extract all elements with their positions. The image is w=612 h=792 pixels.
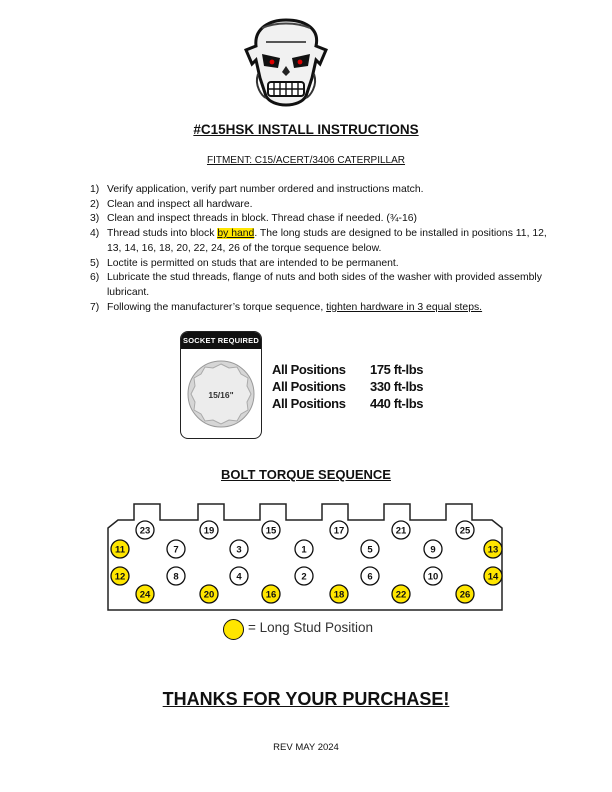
bolt-24 <box>136 585 154 603</box>
bolt-10 <box>424 567 442 585</box>
bolt-number: 13 <box>487 544 499 556</box>
bolt-26 <box>456 585 474 603</box>
bolt-1 <box>295 540 313 558</box>
bolt-9 <box>424 540 442 558</box>
bolt-number: 25 <box>459 525 471 537</box>
bolt-number: 3 <box>236 544 242 556</box>
bolt-17 <box>330 521 348 539</box>
document-title: #C15HSK INSTALL INSTRUCTIONS <box>193 122 419 137</box>
three-steps-underline: tighten hardware in 3 equal steps. <box>326 301 483 313</box>
step-item: 4) Thread studs into block by hand. The long studs are designed to be installed in positions 11, 12, 13, 14, 16, 18, 20, 22, 24, 26 of the torque sequence below. <box>90 228 547 254</box>
step-item: 5) Loctite is permitted on studs that are intended to be permanent. <box>90 257 399 269</box>
bolt-12 <box>111 567 129 585</box>
bolt-number: 20 <box>203 589 215 601</box>
bolt-25 <box>456 521 474 539</box>
bolt-number: 11 <box>114 544 126 556</box>
step-item: 1) Verify application, verify part number ordered and instructions match. <box>90 184 424 195</box>
step-item: 3) Clean and inspect threads in block. Thread chase if needed. (¾-16) <box>90 213 417 225</box>
cylinder-head-diagram <box>100 502 512 612</box>
step-item: 6) Lubricate the stud threads, flange of nuts and both sides of the washer with provided assembly lubricant. <box>90 272 542 298</box>
instruction-steps <box>90 183 560 315</box>
bolt-5 <box>361 540 379 558</box>
bolt-number: 22 <box>395 589 407 601</box>
bolt-number: 1 <box>301 544 307 556</box>
bolt-number: 18 <box>333 589 345 601</box>
torque-row: All Positions 440 ft-lbs <box>272 396 424 411</box>
bolt-8 <box>167 567 185 585</box>
bolt-21 <box>392 521 410 539</box>
bolt-3 <box>230 540 248 558</box>
torque-row: All Positions 175 ft-lbs <box>272 362 424 377</box>
torque-row: All Positions 330 ft-lbs <box>272 379 424 394</box>
bolt-number: 6 <box>367 571 373 583</box>
step-item: 7) Following the manufacturer’s torque sequence, tighten hardware in 3 equal steps. <box>90 301 483 313</box>
by-hand-highlight: by hand <box>217 228 255 240</box>
fitment-line: FITMENT: C15/ACERT/3406 CATERPILLAR <box>206 155 406 166</box>
bolt-7 <box>167 540 185 558</box>
bolt-number: 14 <box>487 571 499 583</box>
bolt-6 <box>361 567 379 585</box>
bolt-number: 2 <box>301 571 307 583</box>
socket-header: SOCKET REQUIRED <box>181 332 261 349</box>
bolt-22 <box>392 585 410 603</box>
legend-label: = Long Stud Position <box>248 620 373 635</box>
long-stud-legend-icon <box>223 619 244 640</box>
bolt-number: 19 <box>203 525 215 537</box>
bolt-20 <box>200 585 218 603</box>
bolt-15 <box>262 521 280 539</box>
socket-required-card <box>180 331 262 439</box>
bolt-11 <box>111 540 129 558</box>
bolt-14 <box>484 567 502 585</box>
bolt-number: 8 <box>173 571 179 583</box>
skull-logo <box>236 16 336 114</box>
sequence-title: BOLT TORQUE SEQUENCE <box>221 467 391 482</box>
bolt-number: 5 <box>367 544 373 556</box>
bolt-13 <box>484 540 502 558</box>
bolt-number: 4 <box>236 571 242 583</box>
step-item: 2) Clean and inspect all hardware. <box>90 198 253 210</box>
bolt-number: 12 <box>114 571 126 583</box>
bolt-number: 7 <box>173 544 179 556</box>
bolt-number: 24 <box>139 589 151 601</box>
socket-size: 15/16" <box>208 390 234 400</box>
thanks-message: THANKS FOR YOUR PURCHASE! <box>162 689 450 709</box>
bolt-19 <box>200 521 218 539</box>
bolt-number: 9 <box>430 544 436 556</box>
bolt-18 <box>330 585 348 603</box>
bolt-number: 10 <box>427 571 439 583</box>
bolt-23 <box>136 521 154 539</box>
bolt-number: 16 <box>265 589 277 601</box>
bolt-2 <box>295 567 313 585</box>
bolt-number: 26 <box>459 589 471 601</box>
revision-date: REV MAY 2024 <box>273 742 339 753</box>
bolt-number: 21 <box>395 525 407 537</box>
bolt-number: 23 <box>139 525 151 537</box>
bolt-4 <box>230 567 248 585</box>
bolt-number: 15 <box>265 525 277 537</box>
bolt-16 <box>262 585 280 603</box>
bolt-number: 17 <box>333 525 345 537</box>
